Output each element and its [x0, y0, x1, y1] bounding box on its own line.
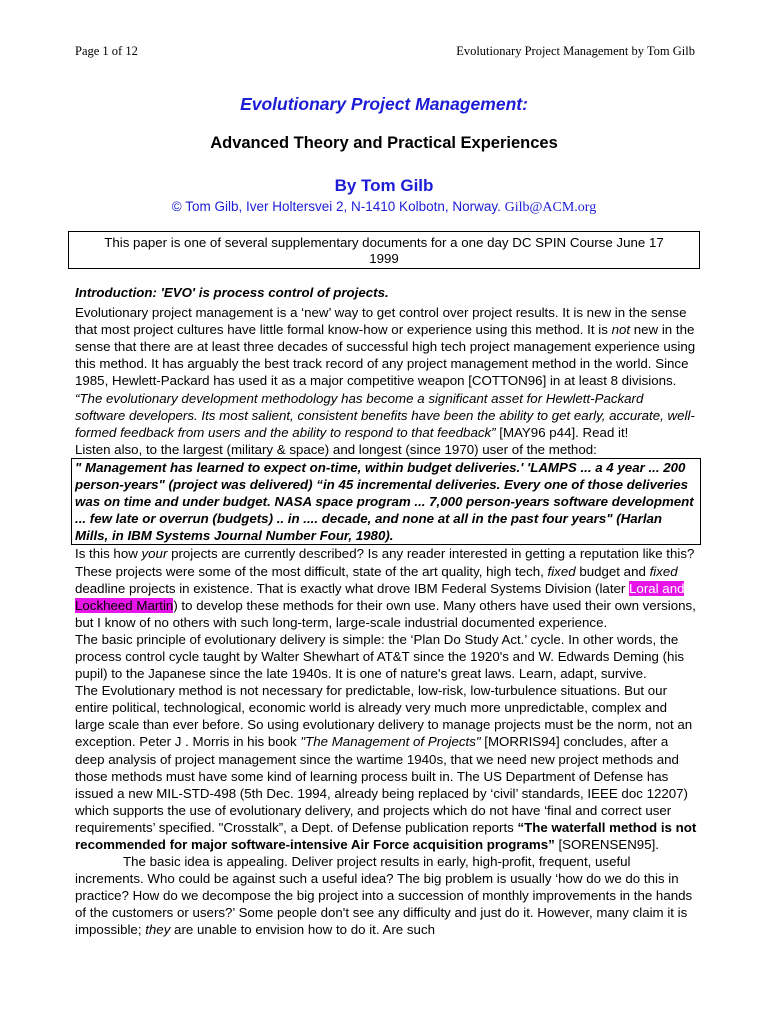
course-note-text: This paper is one of several supplementary documents for a one day DC SPIN Course June 17 1999: [104, 235, 664, 266]
paragraph-6: [75, 853, 697, 938]
p1-text-a: Evolutionary project management is a ‘new’ way to get control over project results. It is new in the sense that most project cultures have little formal know-how or experience using this method. It is: [75, 305, 687, 338]
p6-text-a: The basic idea is appealing. Deliver project results in early, high-profit, frequent, useful increments. Who could be against such a useful idea? The big problem is usually ‘how do we do this in practice? How do we decompose the big project into a succession of monthly improvements in the hands of the customers or users?’ Some people don't see any difficulty and just do it. However, many claim it is impossible;: [75, 854, 693, 938]
running-title: Evolutionary Project Management by Tom Gilb: [456, 44, 695, 58]
course-note-box: [68, 231, 700, 269]
highlight-loral: Loral and: [629, 580, 685, 596]
intro-heading: Introduction: 'EVO' is process control of projects.: [75, 285, 389, 300]
paragraph-5: [75, 682, 697, 853]
p5-book-title: "The Management of Projects": [300, 734, 481, 750]
paragraph-4: The basic principle of evolutionary delivery is simple: the ‘Plan Do Study Act.’ cycle. In other words, the process control cycle taught by Walter Shewhart of AT&T since the 1920's and W. Edwards Deming (his pupil) to the Japanese since the late 1940s. It is one of nature's great laws. Learn, adapt, survive.: [75, 631, 685, 682]
p1-hp-quote: “The evolutionary development methodology has become a significant asset for Hewlett-Packard software developers. Its most salient, consistent benefits have been the ability to get early, accurate, well-formed feedback from users and the ability to respond to that feedback”: [75, 390, 695, 440]
p5-text-a: The Evolutionary method is not necessary for predictable, low-risk, low-turbulence situations. But our entire political, technological, economic world is already very much more unpredictable, complex and large scale than ever before. So using evolutionary delivery to manage projects must be the norm, not an exception. Peter J . Morris in his book: [75, 683, 693, 750]
mills-quote-box: " Management has learned to expect on-time, within budget deliveries.' 'LAMPS ... a 4 year ... 200 person-years" (project was delivered) “in 45 incremental deliveries. Every one of those deliveries was on time and under budget. NASA space program ... 7,000 person-years software development ... few late or overrun (budgets) .. in .... decade, and none at all in the past four years" (Harlan Mills, in IBM Systems Journal Number Four, 1980).: [71, 458, 701, 545]
p5-text-b: [MORRIS94] concludes, after a deep analysis of project management since the wartime 1940s, that we need new project methods and those methods must have some kind of learning process built in. The US Department of Defense has issued a new MIL-STD-498 (5th Dec. 1994, already being replaced by ‘civil’ standards, IEEE doc 12207) which supports the use of evolutionary delivery, and projects which do not have ‘final and correct user requirements’ specified. "Crosstalk”, a Dept. of Defense publication reports: [75, 734, 688, 835]
highlight-lockheed-martin: Lockheed Martin: [75, 597, 174, 613]
paragraph-3: [75, 545, 697, 630]
p3-text-e: ) to develop these methods for their own use. Many others have used their own versions, but I know of no others with such long-term, large-scale industrial documented experience.: [75, 597, 696, 630]
p6-text-b: are unable to envision how to do it. Are such: [170, 922, 435, 938]
p5-crosstalk-quote: “The waterfall method is not recommended for major software-intensive Air Force acquisition programs”: [75, 819, 697, 852]
p3-text-a: Is this how: [75, 546, 142, 562]
p1-emphasis-not: not: [611, 322, 631, 338]
author-byline: By Tom Gilb: [334, 176, 434, 195]
body-text: [75, 284, 697, 939]
paragraph-1: [75, 304, 697, 441]
page-header: [75, 44, 695, 59]
page-number: Page 1 of 12: [75, 44, 138, 58]
document-title: Evolutionary Project Management:: [240, 94, 528, 114]
p1-text-b: new in the sense that there are at least three decades of successful high tech project management experience using this method. It has arguably the best track record of any project management method in the world. Since 1985, Hewlett-Packard has used it as a major competitive weapon [COTTON96] in at least 8 divisions.: [75, 322, 696, 389]
paragraph-2: Listen also, to the largest (military & space) and longest (since 1970) user of the method:: [75, 441, 597, 457]
p3-emphasis-fixed-2: fixed: [649, 563, 678, 579]
email-link[interactable]: Gilb@ACM.org: [504, 200, 597, 215]
p6-emphasis-they: they: [145, 922, 171, 938]
p3-text-d: deadline projects in existence. That is exactly what drove IBM Federal Systems Division (later: [75, 580, 630, 596]
p5-text-c: [SORENSEN95].: [554, 837, 659, 852]
p3-text-b: projects are currently described? Is any reader interested in getting a reputation like this? These projects were some of the most difficult, state of the art quality, high tech,: [75, 546, 695, 579]
document-subtitle: Advanced Theory and Practical Experiences: [210, 134, 558, 152]
p1-text-c: [MAY96 p44]. Read it!: [495, 424, 629, 440]
p3-text-c: budget and: [575, 563, 650, 579]
p3-emphasis-your: your: [141, 546, 168, 562]
address-text: © Tom Gilb, Iver Holtersvei 2, N-1410 Kolbotn, Norway.: [171, 199, 505, 214]
author-address: [0, 199, 768, 216]
p3-emphasis-fixed-1: fixed: [547, 563, 576, 579]
